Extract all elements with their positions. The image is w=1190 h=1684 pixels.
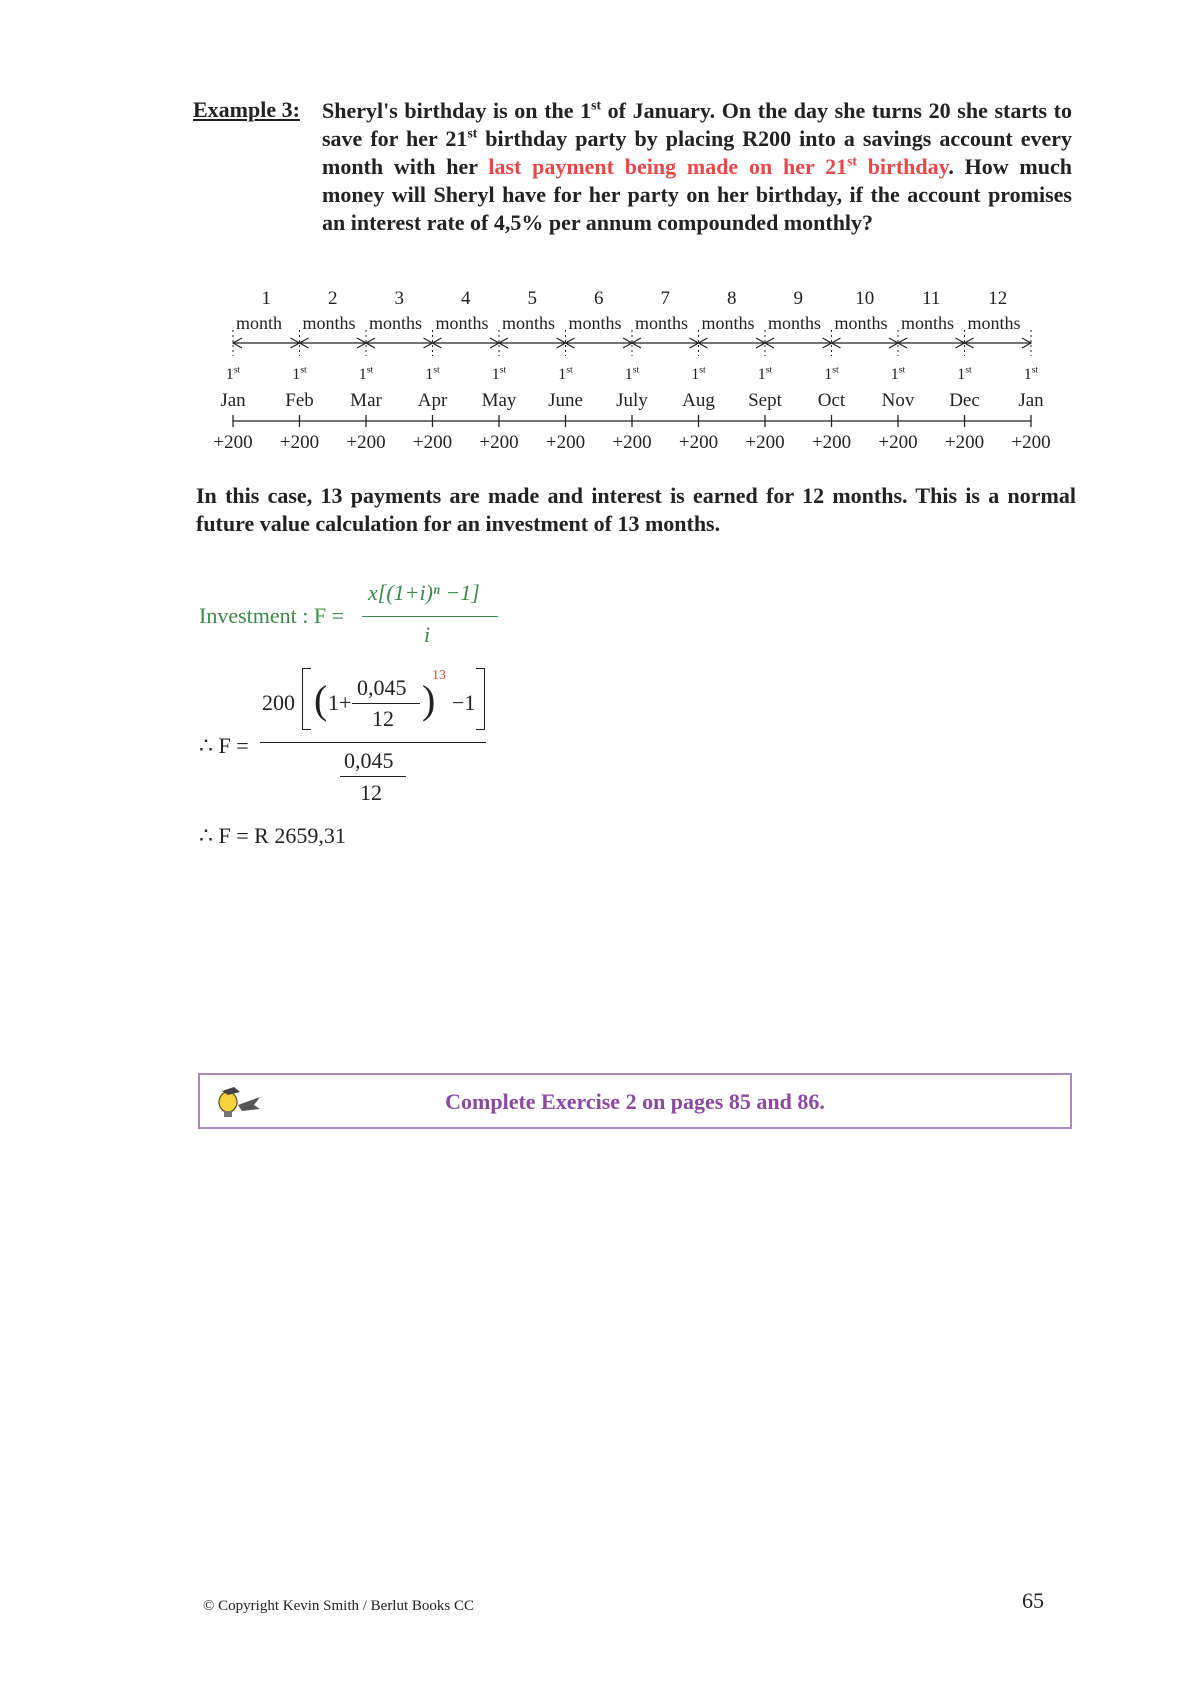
month-name: Mar — [350, 390, 382, 411]
left-bracket — [302, 668, 311, 730]
rate-fraction-bar — [352, 703, 420, 704]
period-label: month — [236, 313, 283, 333]
timeline-arrows — [0, 0, 1190, 470]
day-number: 1 — [957, 366, 966, 383]
superscript: st — [832, 364, 839, 376]
summary-text: In this case, 13 payments are made and interest is earned for 12 months. This is a normal future value calculation for an investment of 13 months. — [196, 483, 1076, 536]
exercise-text: Complete Exercise 2 on pages 85 and 86. — [445, 1089, 825, 1114]
month-name: Sept — [748, 390, 782, 411]
day-number: 1 — [292, 366, 301, 383]
day-number: 1 — [691, 366, 700, 383]
period-number: 2 — [328, 288, 338, 309]
formula-label — [199, 603, 344, 629]
superscript: st — [233, 364, 241, 376]
period-number: 9 — [793, 288, 803, 309]
superscript: st — [566, 364, 573, 376]
periods — [372, 706, 394, 732]
den-rate — [344, 748, 394, 774]
payment-amount: +200 — [944, 432, 985, 453]
payment-amount: +200 — [545, 432, 586, 453]
result-text: ∴ F = R 2659,31 — [199, 823, 346, 848]
principal-text: 200 — [262, 690, 295, 715]
period-number: 5 — [527, 288, 537, 309]
exponent — [432, 668, 446, 684]
payment-amount: +200 — [745, 432, 785, 453]
superscript: st — [699, 364, 706, 376]
day-number: 1 — [757, 366, 766, 383]
formula-label-text: Investment : F = — [199, 603, 345, 628]
periods-text: 12 — [372, 706, 394, 731]
month-name: Oct — [817, 390, 846, 411]
payment-amount: +200 — [612, 432, 652, 453]
page-number: 65 — [1022, 1588, 1044, 1613]
superscript: st — [300, 364, 307, 376]
example-text-part: Sheryl's birthday is on the 1 — [322, 98, 592, 123]
formula-denominator — [424, 622, 430, 648]
superscript: st — [591, 97, 602, 113]
day-number: 1 — [558, 366, 567, 383]
den-periods — [360, 780, 382, 806]
day-number: 1 — [358, 366, 367, 383]
example-text-part: birthday party by placing R200 into a savings account every month with her — [322, 126, 1072, 179]
superscript: st — [847, 153, 857, 169]
payment-amount: +200 — [878, 432, 918, 453]
superscript: st — [898, 364, 906, 376]
month-name: Apr — [417, 390, 448, 411]
day-number: 1 — [491, 366, 500, 383]
period-label: months — [701, 313, 755, 333]
month-name: Nov — [881, 390, 915, 411]
exercise-box — [198, 1073, 1072, 1129]
therefore-f — [199, 733, 249, 759]
rate — [357, 675, 407, 701]
den-fraction-bar — [340, 776, 406, 777]
period-label: months — [834, 313, 888, 333]
minus-one-text: −1 — [452, 690, 476, 715]
fraction-bar — [362, 616, 498, 617]
result — [199, 823, 346, 849]
period-label: months — [901, 313, 955, 333]
right-paren: ) — [422, 677, 436, 722]
left-paren: ( — [314, 677, 328, 722]
example-label: Example 3: — [193, 97, 300, 122]
rate-text: 0,045 — [357, 675, 407, 700]
formula-numerator-text: x[(1+i)ⁿ −1] — [368, 580, 480, 605]
payment-amount: +200 — [346, 432, 386, 453]
month-name: May — [481, 390, 517, 411]
period-number: 7 — [660, 288, 670, 309]
superscript: st — [632, 364, 640, 376]
period-number: 3 — [394, 288, 404, 309]
payment-amount: +200 — [811, 432, 852, 453]
superscript: st — [1031, 364, 1039, 376]
formula-numerator — [368, 580, 480, 606]
payment-amount: +200 — [412, 432, 453, 453]
payment-amount: +200 — [1011, 432, 1051, 453]
right-bracket — [476, 668, 485, 730]
day-number: 1 — [890, 366, 899, 383]
period-label: months — [369, 313, 423, 333]
period-number: 4 — [461, 288, 471, 309]
period-number: 12 — [988, 288, 1008, 309]
highlight-part: birthday — [856, 154, 949, 179]
day-number: 1 — [624, 366, 633, 383]
period-label: months — [435, 313, 489, 333]
superscript: st — [366, 364, 374, 376]
month-name: Aug — [682, 390, 715, 411]
month-name: Jan — [1018, 390, 1044, 411]
period-number: 6 — [594, 288, 604, 309]
superscript: st — [499, 364, 507, 376]
day-number: 1 — [425, 366, 434, 383]
month-name: July — [616, 390, 648, 411]
payment-amount: +200 — [213, 432, 253, 453]
minus-one — [452, 690, 475, 716]
period-label: months — [568, 313, 622, 333]
day-number: 1 — [225, 366, 234, 383]
payment-amount: +200 — [678, 432, 719, 453]
month-name: Dec — [949, 390, 980, 411]
period-label: months — [967, 313, 1021, 333]
superscript: st — [965, 364, 972, 376]
payment-amount: +200 — [479, 432, 519, 453]
period-number: 11 — [922, 288, 941, 309]
period-number: 10 — [855, 288, 875, 309]
example-text-part: . How much money will Sheryl have for her party on her birthday, if the account promises an interest rate of 4,5% per annum compounded monthly? — [322, 154, 1072, 235]
day-number: 1 — [1023, 366, 1032, 383]
period-label: months — [502, 313, 556, 333]
period-label: months — [635, 313, 689, 333]
period-label: months — [768, 313, 822, 333]
one-plus-text: 1+ — [328, 690, 352, 715]
day-number: 1 — [824, 366, 833, 383]
den-periods-text: 12 — [360, 780, 382, 805]
formula-denominator-text: i — [424, 622, 431, 647]
superscript: st — [433, 364, 440, 376]
one-plus — [328, 690, 351, 716]
period-number: 8 — [727, 288, 737, 309]
highlight-part: last payment being made on her 21 — [488, 154, 848, 179]
therefore-text: ∴ F = — [199, 733, 249, 758]
month-name: Jan — [220, 390, 246, 411]
payment-amount: +200 — [279, 432, 320, 453]
superscript: st — [765, 364, 773, 376]
month-name: June — [548, 390, 583, 411]
exponent-text: 13 — [432, 668, 446, 683]
period-label: months — [302, 313, 356, 333]
main-fraction-bar — [260, 742, 486, 743]
principal — [262, 690, 295, 716]
month-name: Feb — [285, 390, 314, 411]
superscript: st — [467, 125, 478, 141]
period-number: 1 — [261, 288, 271, 309]
example-text-part: of January. On the day she turns 20 she starts to save for her 21 — [322, 98, 1072, 151]
copyright: © Copyright Kevin Smith / Berlut Books CC — [203, 1598, 474, 1614]
den-rate-text: 0,045 — [344, 748, 394, 773]
